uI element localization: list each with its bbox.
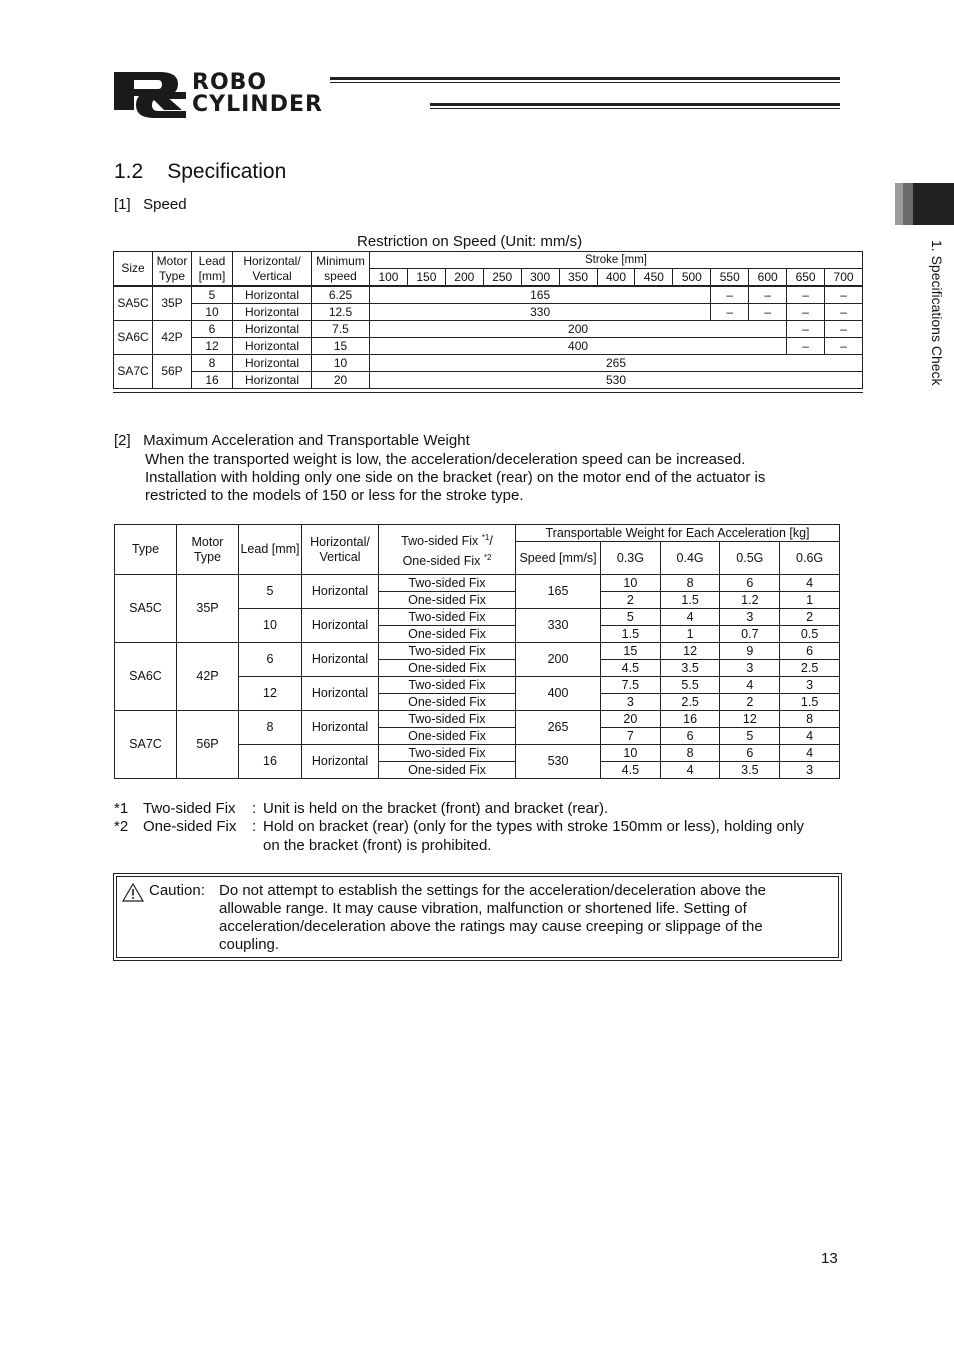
footnote: [114, 818, 854, 854]
fix-cell: Two-sided Fix: [379, 711, 516, 728]
accel-para-line: restricted to the models of 150 or less for the stroke type.: [145, 487, 524, 504]
weight-cell: 4: [780, 575, 840, 592]
stroke-header: 300: [521, 269, 559, 287]
table-row: [114, 355, 863, 372]
weight-cell: 6: [720, 745, 780, 762]
table-row: [115, 711, 840, 728]
size-cell: SA7C: [114, 355, 153, 389]
weight-cell: 7.5: [601, 677, 661, 694]
fix-header-two: Two-sided Fix: [401, 534, 482, 549]
stroke-header: 550: [711, 269, 749, 287]
weight-cell: 2.5: [780, 660, 840, 677]
header-motor-type: Motor Type: [177, 525, 239, 575]
weight-cell: 4: [780, 728, 840, 745]
dash-cell: –: [787, 304, 825, 321]
header-g: 0.4G: [660, 542, 720, 575]
logo-rule-bottom-thin: [430, 108, 840, 109]
motor-cell: 56P: [153, 355, 192, 389]
dash-cell: –: [825, 304, 863, 321]
speed-cell: 330: [370, 304, 711, 321]
orientation-cell: Horizontal: [233, 321, 312, 338]
robo-cylinder-logo: [112, 68, 842, 120]
orientation-cell: Horizontal: [302, 711, 379, 745]
weight-cell: 9: [720, 643, 780, 660]
weight-cell: 15: [601, 643, 661, 660]
footnote-term: Two-sided Fix: [143, 800, 236, 817]
logo-rule-top: [330, 77, 840, 80]
fix-cell: Two-sided Fix: [379, 609, 516, 626]
speed-cell: 400: [370, 338, 787, 355]
warning-icon: [122, 883, 144, 902]
min-speed-cell: 7.5: [312, 321, 370, 338]
type-cell: SA5C: [115, 575, 177, 643]
header-fix: [379, 525, 516, 575]
weight-cell: 5.5: [660, 677, 720, 694]
header-size: Size: [114, 252, 153, 287]
orientation-cell: Horizontal: [233, 286, 312, 304]
lead-cell: 8: [239, 711, 302, 745]
stroke-header: 150: [407, 269, 445, 287]
stroke-header: 350: [559, 269, 597, 287]
caution-line: Do not attempt to establish the settings for the acceleration/deceleration above the: [219, 882, 767, 899]
weight-cell: 10: [601, 745, 661, 762]
table-row: [115, 643, 840, 660]
weight-cell: 12: [660, 643, 720, 660]
dash-cell: –: [787, 321, 825, 338]
stroke-header: 400: [597, 269, 635, 287]
logo-rule-bottom: [430, 103, 840, 106]
type-cell: SA6C: [115, 643, 177, 711]
min-speed-cell: 15: [312, 338, 370, 355]
stroke-header: 200: [445, 269, 483, 287]
accel-para-line: Installation with holding only one side on the bracket (rear) on the motor end of the actuator is: [145, 469, 766, 486]
weight-cell: 3: [720, 660, 780, 677]
table-row: [114, 338, 863, 355]
caution-box: [113, 873, 842, 961]
motor-cell: 56P: [177, 711, 239, 779]
weight-cell: 6: [780, 643, 840, 660]
orientation-cell: Horizontal: [302, 609, 379, 643]
size-cell: SA5C: [114, 286, 153, 321]
dash-cell: –: [825, 286, 863, 304]
stroke-header: 600: [749, 269, 787, 287]
min-speed-cell: 20: [312, 372, 370, 389]
header-stroke: Stroke [mm]: [370, 252, 863, 269]
fix-header-one: One-sided Fix: [402, 553, 484, 568]
lead-cell: 5: [239, 575, 302, 609]
accel-heading: [2] Maximum Acceleration and Transportable Weight: [114, 432, 470, 449]
section-title-text: Specification: [167, 160, 287, 183]
fix-cell: One-sided Fix: [379, 592, 516, 609]
header-type: Type: [115, 525, 177, 575]
page-title: [114, 160, 310, 184]
weight-cell: 2: [601, 592, 661, 609]
lead-cell: 6: [239, 643, 302, 677]
fix-cell: One-sided Fix: [379, 694, 516, 711]
speed-restriction-table: [113, 251, 863, 389]
dash-cell: –: [711, 304, 749, 321]
dash-cell: –: [825, 321, 863, 338]
side-tab-marker: [895, 183, 954, 225]
footnote: [114, 800, 854, 818]
orientation-cell: Horizontal: [233, 355, 312, 372]
speed-cell: 330: [516, 609, 601, 643]
weight-cell: 3.5: [660, 660, 720, 677]
weight-cell: 4: [660, 762, 720, 779]
table-row: [114, 304, 863, 321]
orientation-cell: Horizontal: [233, 338, 312, 355]
motor-cell: 35P: [153, 286, 192, 321]
stroke-header: 250: [483, 269, 521, 287]
caution-line: acceleration/deceleration above the ratings may cause creeping or slippage of the: [219, 918, 763, 935]
lead-cell: 16: [239, 745, 302, 779]
caution-label: Caution:: [149, 882, 205, 899]
speed-cell: 200: [516, 643, 601, 677]
dash-cell: –: [787, 338, 825, 355]
orientation-cell: Horizontal: [302, 575, 379, 609]
footnote-mark: *1: [114, 800, 129, 817]
rc-monogram-icon: [112, 70, 188, 118]
weight-cell: 8: [780, 711, 840, 728]
fix-cell: Two-sided Fix: [379, 643, 516, 660]
weight-cell: 10: [601, 575, 661, 592]
speed-table-double-rule: [113, 392, 863, 393]
weight-cell: 20: [601, 711, 661, 728]
logo-word-cylinder: CYLINDER: [192, 92, 323, 117]
weight-cell: 8: [660, 745, 720, 762]
weight-cell: 4: [780, 745, 840, 762]
fix-header-sup2: *2: [483, 552, 492, 562]
weight-cell: 1: [780, 592, 840, 609]
stroke-header: 650: [787, 269, 825, 287]
dash-cell: –: [711, 286, 749, 304]
footnote-colon: :: [252, 818, 257, 835]
acceleration-weight-table: [114, 524, 840, 779]
lead-cell: 12: [192, 338, 233, 355]
caution-line: allowable range. It may cause vibration, malfunction or shortened life. Setting of: [219, 900, 747, 917]
header-weight-group: Transportable Weight for Each Acceleration [kg]: [516, 525, 840, 542]
speed-cell: 400: [516, 677, 601, 711]
weight-cell: 5: [601, 609, 661, 626]
speed-cell: 265: [370, 355, 863, 372]
weight-cell: 0.5: [780, 626, 840, 643]
weight-cell: 3: [780, 762, 840, 779]
dash-cell: –: [825, 338, 863, 355]
header-g: 0.6G: [780, 542, 840, 575]
stroke-header: 100: [370, 269, 408, 287]
weight-cell: 5: [720, 728, 780, 745]
stroke-header: 450: [635, 269, 673, 287]
accel-para-line: When the transported weight is low, the acceleration/deceleration speed can be increased.: [145, 451, 746, 468]
caution-line: coupling.: [219, 936, 280, 953]
lead-cell: 10: [192, 304, 233, 321]
speed-cell: 165: [516, 575, 601, 609]
weight-cell: 1.2: [720, 592, 780, 609]
min-speed-cell: 10: [312, 355, 370, 372]
table-row: [114, 372, 863, 389]
weight-cell: 0.7: [720, 626, 780, 643]
weight-cell: 2.5: [660, 694, 720, 711]
header-orientation: Horizontal/ Vertical: [302, 525, 379, 575]
side-tab-text: 1. Specifications Check: [929, 240, 945, 386]
weight-cell: 4.5: [601, 762, 661, 779]
weight-cell: 2: [720, 694, 780, 711]
stroke-header: 700: [825, 269, 863, 287]
header-lead: Lead [mm]: [239, 525, 302, 575]
footnote-text: Unit is held on the bracket (front) and bracket (rear).: [263, 800, 609, 817]
table-row: [114, 321, 863, 338]
speed-cell: 530: [370, 372, 863, 389]
header-g: 0.3G: [601, 542, 661, 575]
motor-cell: 42P: [153, 321, 192, 355]
dash-cell: –: [749, 286, 787, 304]
side-tab-label: [905, 240, 945, 410]
fix-cell: Two-sided Fix: [379, 745, 516, 762]
weight-cell: 6: [660, 728, 720, 745]
weight-cell: 3: [720, 609, 780, 626]
weight-cell: 1.5: [780, 694, 840, 711]
lead-cell: 6: [192, 321, 233, 338]
speed-cell: 265: [516, 711, 601, 745]
caution-text: [219, 882, 834, 954]
header-speed: Speed [mm/s]: [516, 542, 601, 575]
footnote-text: Hold on bracket (rear) (only for the types with stroke 150mm or less), holding only: [263, 818, 805, 835]
weight-cell: 3: [601, 694, 661, 711]
stroke-header: 500: [673, 269, 711, 287]
lead-cell: 8: [192, 355, 233, 372]
speed-heading: [1] Speed: [114, 196, 187, 213]
weight-cell: 8: [660, 575, 720, 592]
footnote-text-cont: on the bracket (front) is prohibited.: [263, 837, 492, 854]
weight-cell: 1: [660, 626, 720, 643]
lead-cell: 5: [192, 286, 233, 304]
table-row: [115, 575, 840, 592]
footnotes: [114, 800, 854, 854]
min-speed-cell: 12.5: [312, 304, 370, 321]
speed-cell: 530: [516, 745, 601, 779]
weight-cell: 12: [720, 711, 780, 728]
weight-cell: 16: [660, 711, 720, 728]
speed-cell: 165: [370, 286, 711, 304]
header-orientation: Horizontal/ Vertical: [233, 252, 312, 287]
weight-cell: 3: [780, 677, 840, 694]
dash-cell: –: [749, 304, 787, 321]
weight-cell: 4.5: [601, 660, 661, 677]
header-min-speed: Minimum speed: [312, 252, 370, 287]
fix-cell: Two-sided Fix: [379, 575, 516, 592]
footnote-mark: *2: [114, 818, 129, 835]
weight-cell: 1.5: [601, 626, 661, 643]
header-g: 0.5G: [720, 542, 780, 575]
weight-cell: 4: [720, 677, 780, 694]
fix-header-sup1: *1: [481, 533, 490, 543]
orientation-cell: Horizontal: [302, 745, 379, 779]
page-number: 13: [821, 1250, 838, 1267]
header-motor-type: Motor Type: [153, 252, 192, 287]
logo-word-robo: ROBO: [192, 70, 268, 95]
size-cell: SA6C: [114, 321, 153, 355]
motor-cell: 35P: [177, 575, 239, 643]
lead-cell: 12: [239, 677, 302, 711]
weight-cell: 4: [660, 609, 720, 626]
header-lead: Lead [mm]: [192, 252, 233, 287]
lead-cell: 10: [239, 609, 302, 643]
accel-paragraph: [145, 451, 765, 505]
orientation-cell: Horizontal: [302, 643, 379, 677]
orientation-cell: Horizontal: [302, 677, 379, 711]
speed-table-caption: Restriction on Speed (Unit: mm/s): [357, 233, 583, 250]
footnote-term: One-sided Fix: [143, 818, 237, 835]
fix-cell: One-sided Fix: [379, 762, 516, 779]
speed-cell: 200: [370, 321, 787, 338]
weight-cell: 3.5: [720, 762, 780, 779]
section-number: 1.2: [114, 160, 144, 183]
lead-cell: 16: [192, 372, 233, 389]
orientation-cell: Horizontal: [233, 304, 312, 321]
weight-cell: 2: [780, 609, 840, 626]
motor-cell: 42P: [177, 643, 239, 711]
fix-cell: One-sided Fix: [379, 660, 516, 677]
min-speed-cell: 6.25: [312, 286, 370, 304]
dash-cell: –: [787, 286, 825, 304]
logo-rule-top-thin: [330, 82, 840, 83]
fix-header-slash: /: [489, 534, 493, 549]
weight-cell: 7: [601, 728, 661, 745]
weight-cell: 1.5: [660, 592, 720, 609]
table-row: [114, 286, 863, 304]
weight-cell: 6: [720, 575, 780, 592]
orientation-cell: Horizontal: [233, 372, 312, 389]
fix-cell: Two-sided Fix: [379, 677, 516, 694]
type-cell: SA7C: [115, 711, 177, 779]
fix-cell: One-sided Fix: [379, 626, 516, 643]
footnote-colon: :: [252, 800, 257, 817]
fix-cell: One-sided Fix: [379, 728, 516, 745]
